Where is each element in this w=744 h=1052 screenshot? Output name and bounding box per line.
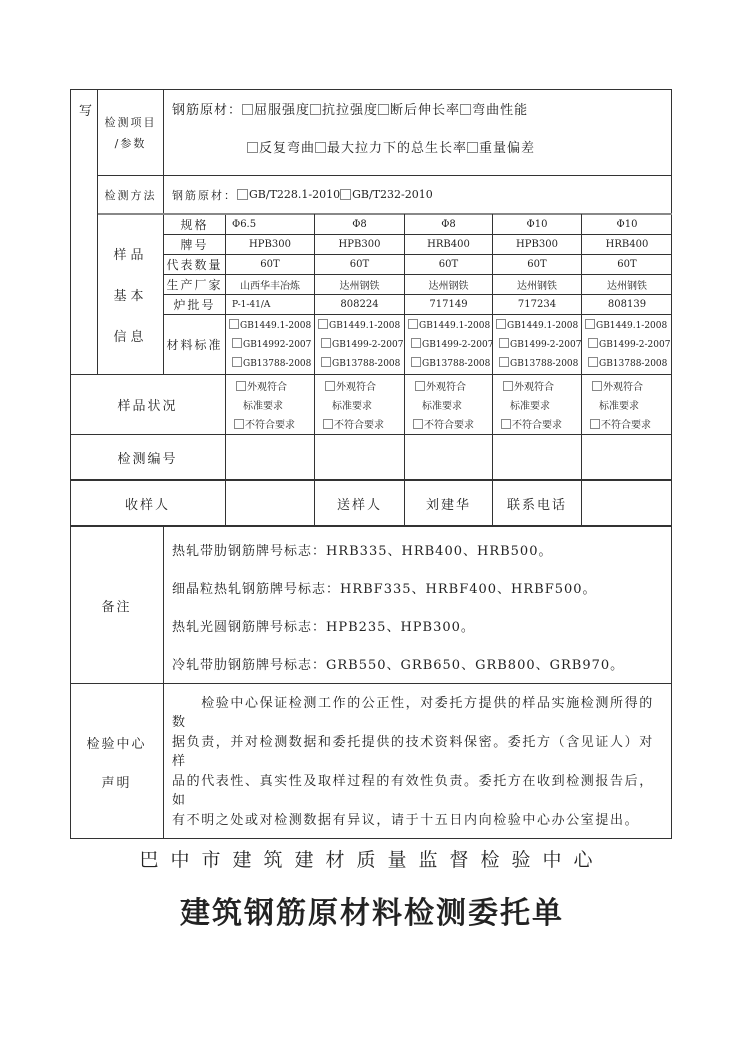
standard-option bbox=[321, 357, 400, 369]
sender-label: 送样人 bbox=[315, 479, 405, 526]
declaration-label-line: 检验中心 bbox=[86, 736, 147, 752]
phone-input[interactable] bbox=[582, 479, 672, 526]
status-conforming-checkbox[interactable] bbox=[503, 381, 513, 391]
standard-option bbox=[496, 319, 578, 331]
status-option-nonconforming bbox=[234, 416, 295, 431]
sample-row-label: 材料标准 bbox=[164, 314, 226, 374]
status-option-conforming bbox=[415, 378, 466, 393]
standard-checkbox[interactable] bbox=[585, 319, 595, 329]
standard-option bbox=[499, 338, 581, 350]
option-label: GB/T232-2010 bbox=[352, 188, 433, 201]
status-conforming-checkbox[interactable] bbox=[592, 381, 602, 391]
status-nonconforming-checkbox[interactable] bbox=[234, 419, 244, 429]
sample-spec-cell: Φ10 bbox=[616, 218, 638, 230]
standard-checkbox[interactable] bbox=[321, 357, 331, 367]
status-nonconforming-checkbox[interactable] bbox=[323, 419, 333, 429]
standard-checkbox[interactable] bbox=[588, 338, 598, 348]
option-label: 断后伸长率 bbox=[390, 103, 461, 118]
standard-label: GB1449.1-2008 bbox=[419, 321, 491, 331]
test-method-prefix: 钢筋原材： bbox=[172, 188, 237, 202]
checkbox-gbt232[interactable] bbox=[340, 189, 351, 200]
standard-checkbox[interactable] bbox=[411, 338, 421, 348]
sample-status-cell bbox=[315, 374, 405, 434]
checkbox-weight-deviation[interactable] bbox=[467, 142, 478, 153]
sample-status-cell bbox=[582, 374, 672, 434]
remark-line: 细晶粒热轧钢筋牌号标志：HRBF335、HRBF400、HRBF500。 bbox=[172, 582, 597, 597]
sample-row-label: 炉批号 bbox=[164, 294, 226, 314]
standard-label: GB13788-2008 bbox=[332, 359, 401, 369]
sample-batch-cell: 808224 bbox=[315, 294, 405, 314]
test-items-prefix: 钢筋原材： bbox=[172, 103, 243, 118]
sample-spec-cell: Φ6.5 bbox=[226, 214, 315, 234]
option-label: 抗拉强度 bbox=[322, 103, 379, 118]
status-option-conforming bbox=[236, 378, 287, 393]
standard-checkbox[interactable] bbox=[499, 338, 509, 348]
sample-quantity-cell: 60T bbox=[315, 254, 405, 274]
status-option-conforming bbox=[503, 378, 554, 393]
status-option-conforming bbox=[592, 378, 643, 393]
option-label: GB/T228.1-2010 bbox=[249, 188, 341, 201]
side-column bbox=[70, 89, 98, 374]
sample-grade-cell: HPB300 bbox=[226, 234, 315, 254]
test-number-input[interactable] bbox=[582, 434, 672, 479]
test-items-label-line1: 检测项目 bbox=[104, 115, 157, 129]
standard-label: GB1449.1-2008 bbox=[240, 321, 312, 331]
test-items-label bbox=[98, 89, 164, 176]
standard-checkbox[interactable] bbox=[496, 319, 506, 329]
sample-row-label: 牌号 bbox=[164, 234, 226, 254]
standard-label: GB1449.1-2008 bbox=[329, 321, 401, 331]
remark-line: 热轧光圆钢筋牌号标志：HPB235、HPB300。 bbox=[172, 620, 475, 635]
option-label: 最大拉力下的总生长率 bbox=[327, 141, 468, 156]
status-option-conforming-line2: 标准要求 bbox=[510, 401, 550, 412]
status-option-label: 外观符合 bbox=[426, 382, 466, 393]
sample-standards-cell bbox=[226, 314, 315, 374]
sample-spec-cell: Φ8 bbox=[315, 214, 405, 234]
standard-checkbox[interactable] bbox=[408, 319, 418, 329]
sample-quantity-cell: 60T bbox=[405, 254, 493, 274]
standard-option bbox=[232, 338, 311, 350]
sample-spec-cell: Φ10 bbox=[493, 214, 582, 234]
sample-info-group-label bbox=[98, 214, 164, 374]
sample-manufacturer-cell: 达州钢铁 bbox=[582, 274, 672, 294]
standard-checkbox[interactable] bbox=[232, 338, 242, 348]
standard-label: GB14992-2007 bbox=[243, 340, 312, 350]
sample-batch-cell: 717149 bbox=[405, 294, 493, 314]
status-option-conforming-line2: 标准要求 bbox=[332, 401, 372, 412]
declaration-line: 有不明之处或对检测数据有异议，请于十五日内向检验中心办公室提出。 bbox=[172, 813, 640, 828]
status-option-label: 不符合要求 bbox=[512, 420, 562, 431]
sample-row-label: 规格 bbox=[164, 214, 226, 234]
standard-label: GB1449.1-2008 bbox=[507, 321, 579, 331]
standard-label: GB1499-2-2007 bbox=[599, 340, 671, 350]
sample-grade-cell: HRB400 bbox=[582, 234, 672, 254]
checkbox-tensile-strength[interactable] bbox=[310, 104, 321, 115]
standard-option bbox=[318, 319, 400, 331]
status-option-nonconforming bbox=[323, 416, 384, 431]
side-label: 写 bbox=[79, 104, 94, 119]
test-number-input[interactable] bbox=[405, 434, 493, 479]
test-items-row2 bbox=[247, 137, 535, 156]
standard-option bbox=[588, 338, 670, 350]
declaration-line: 品的代表性、真实性及取样过程的有效性负责。委托方在收到检测报告后，如 bbox=[172, 774, 654, 808]
standard-label: GB13788-2008 bbox=[599, 359, 668, 369]
test-items-cell bbox=[164, 89, 672, 176]
sample-status-cell bbox=[493, 374, 582, 434]
status-conforming-checkbox[interactable] bbox=[325, 381, 335, 391]
test-method-label: 检测方法 bbox=[98, 176, 164, 214]
standard-label: GB13788-2008 bbox=[422, 359, 491, 369]
test-number-input[interactable] bbox=[226, 434, 315, 479]
sample-grade-cell: HRB400 bbox=[405, 234, 493, 254]
standard-option bbox=[411, 357, 490, 369]
standard-label: GB13788-2008 bbox=[510, 359, 579, 369]
sample-manufacturer-cell: 达州钢铁 bbox=[315, 274, 405, 294]
test-number-input[interactable] bbox=[493, 434, 582, 479]
standard-checkbox[interactable] bbox=[229, 319, 239, 329]
receiver-input[interactable] bbox=[226, 479, 315, 526]
status-option-conforming-line2: 标准要求 bbox=[599, 401, 639, 412]
standard-option bbox=[229, 319, 311, 331]
status-option-label: 外观符合 bbox=[247, 382, 287, 393]
status-option-label: 外观符合 bbox=[603, 382, 643, 393]
declaration-label-line: 声明 bbox=[101, 775, 132, 791]
status-option-label: 外观符合 bbox=[514, 382, 554, 393]
sample-standards-cell bbox=[582, 314, 672, 374]
group-label-line: 基本 bbox=[113, 288, 148, 304]
declaration-line: 检验中心保证检测工作的公正性，对委托方提供的样品实施检测所得的数 bbox=[172, 696, 654, 730]
standard-checkbox[interactable] bbox=[411, 357, 421, 367]
sample-manufacturer-cell: 达州钢铁 bbox=[493, 274, 582, 294]
test-number-label: 检测编号 bbox=[70, 434, 226, 479]
standard-option bbox=[588, 357, 667, 369]
remarks-label: 备注 bbox=[70, 526, 164, 684]
option-label: 重量偏差 bbox=[479, 141, 536, 156]
sample-spec-cell: Φ8 bbox=[405, 214, 493, 234]
status-nonconforming-checkbox[interactable] bbox=[590, 419, 600, 429]
sample-quantity-cell: 60T bbox=[226, 254, 315, 274]
test-number-input[interactable] bbox=[315, 434, 405, 479]
status-conforming-checkbox[interactable] bbox=[236, 381, 246, 391]
standard-label: GB1499-2-2007 bbox=[510, 340, 582, 350]
test-items-label-line2: /参数 bbox=[114, 136, 147, 150]
status-nonconforming-checkbox[interactable] bbox=[501, 419, 511, 429]
status-option-conforming-line2: 标准要求 bbox=[243, 401, 283, 412]
standard-checkbox[interactable] bbox=[232, 357, 242, 367]
standard-label: GB1499-2-2007 bbox=[422, 340, 494, 350]
status-conforming-checkbox[interactable] bbox=[415, 381, 425, 391]
remark-line: 冷轧带肋钢筋牌号标志：GRB550、GRB650、GRB800、GRB970。 bbox=[172, 658, 625, 673]
standard-checkbox[interactable] bbox=[588, 357, 598, 367]
sample-manufacturer-cell: 达州钢铁 bbox=[405, 274, 493, 294]
standard-checkbox[interactable] bbox=[499, 357, 509, 367]
status-nonconforming-checkbox[interactable] bbox=[413, 419, 423, 429]
status-option-nonconforming bbox=[590, 416, 651, 431]
sample-quantity-cell: 60T bbox=[582, 254, 672, 274]
declaration-label bbox=[70, 684, 164, 839]
option-label: 反复弯曲 bbox=[259, 141, 316, 156]
standard-checkbox[interactable] bbox=[318, 319, 328, 329]
group-label-line: 信息 bbox=[113, 329, 148, 345]
standard-checkbox[interactable] bbox=[321, 338, 331, 348]
standard-option bbox=[408, 319, 490, 331]
sample-standards-cell bbox=[315, 314, 405, 374]
test-method-cell bbox=[164, 176, 672, 214]
checkbox-total-elongation[interactable] bbox=[315, 142, 326, 153]
sample-standards-cell bbox=[405, 314, 493, 374]
sample-grade-cell: HPB300 bbox=[493, 234, 582, 254]
checkbox-reverse-bending[interactable] bbox=[247, 142, 258, 153]
sample-manufacturer-cell: 山西华丰冶炼 bbox=[226, 274, 315, 294]
standard-option bbox=[321, 338, 403, 350]
sample-batch-cell: P-1-41/A bbox=[226, 294, 315, 314]
sample-grade-cell: HPB300 bbox=[315, 234, 405, 254]
status-option-nonconforming bbox=[413, 416, 474, 431]
sample-row-label: 代表数量 bbox=[164, 254, 226, 274]
standard-option bbox=[499, 357, 578, 369]
checkbox-bending[interactable] bbox=[460, 104, 471, 115]
group-label-line: 样品 bbox=[113, 247, 148, 263]
standard-label: GB1449.1-2008 bbox=[596, 321, 668, 331]
status-option-label: 不符合要求 bbox=[601, 420, 651, 431]
organization-name: 巴中市建筑建材质量监督检验中心 bbox=[139, 849, 605, 871]
option-label: 弯曲性能 bbox=[472, 103, 529, 118]
standard-option bbox=[232, 357, 311, 369]
checkbox-gbt228[interactable] bbox=[237, 189, 248, 200]
standard-option bbox=[411, 338, 493, 350]
standard-label: GB1499-2-2007 bbox=[332, 340, 404, 350]
declaration-line: 据负责，并对检测数据和委托提供的技术资料保密。委托方（含见证人）对样 bbox=[172, 735, 654, 769]
status-option-nonconforming bbox=[501, 416, 562, 431]
option-label: 屈服强度 bbox=[254, 103, 311, 118]
sender-value[interactable]: 刘建华 bbox=[405, 479, 493, 526]
sample-quantity-cell: 60T bbox=[493, 254, 582, 274]
status-option-label: 不符合要求 bbox=[334, 420, 384, 431]
form-title: 建筑钢筋原材料检测委托单 bbox=[180, 896, 564, 931]
status-option-label: 不符合要求 bbox=[424, 420, 474, 431]
sample-standards-cell bbox=[493, 314, 582, 374]
sample-status-cell bbox=[226, 374, 315, 434]
checkbox-yield-strength[interactable] bbox=[242, 104, 253, 115]
status-option-conforming bbox=[325, 378, 376, 393]
status-option-conforming-line2: 标准要求 bbox=[422, 401, 462, 412]
phone-label: 联系电话 bbox=[493, 479, 582, 526]
sample-batch-cell: 717234 bbox=[493, 294, 582, 314]
sample-status-cell bbox=[405, 374, 493, 434]
sample-row-label: 生产厂家 bbox=[164, 274, 226, 294]
test-items-row1 bbox=[172, 99, 528, 118]
status-option-label: 外观符合 bbox=[336, 382, 376, 393]
status-option-label: 不符合要求 bbox=[245, 420, 295, 431]
receiver-label: 收样人 bbox=[70, 479, 226, 526]
checkbox-elongation[interactable] bbox=[378, 104, 389, 115]
sample-batch-cell: 808139 bbox=[582, 294, 672, 314]
standard-label: GB13788-2008 bbox=[243, 359, 312, 369]
sample-status-label: 样品状况 bbox=[70, 374, 226, 434]
remark-line: 热轧带肋钢筋牌号标志：HRB335、HRB400、HRB500。 bbox=[172, 544, 553, 559]
standard-option bbox=[585, 319, 667, 331]
